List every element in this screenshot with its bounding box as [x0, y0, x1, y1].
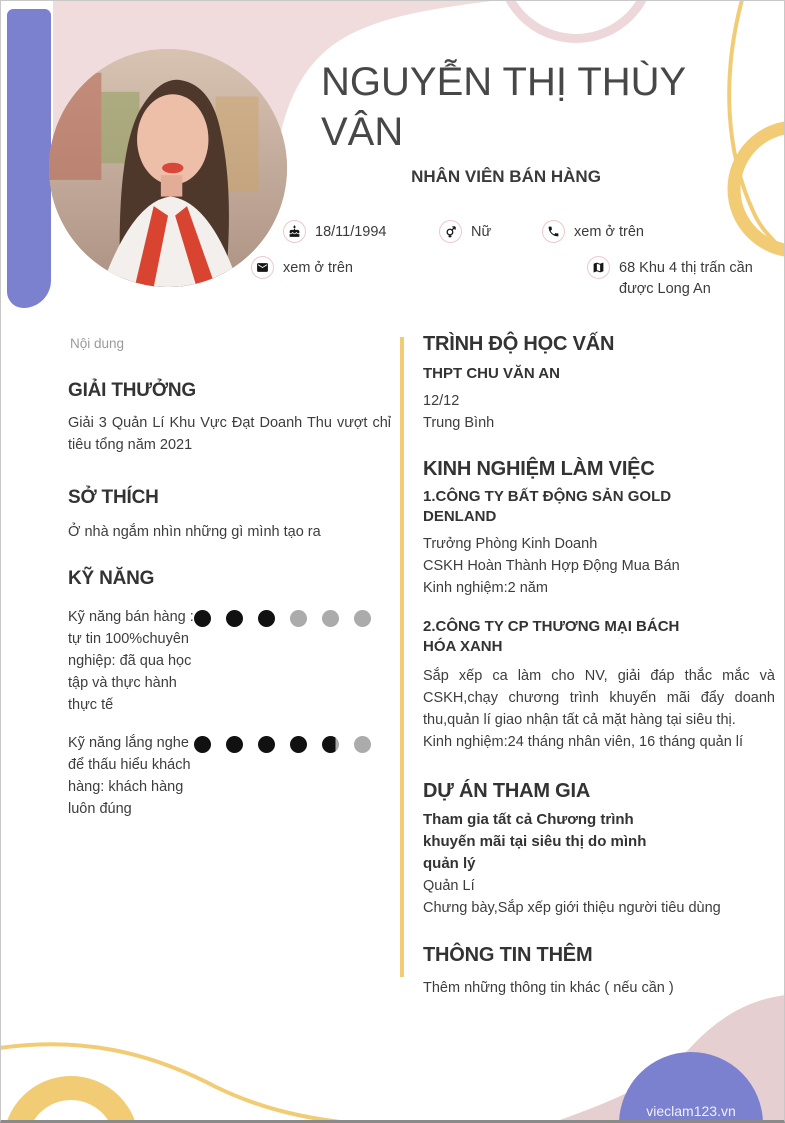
project-name: Tham gia tất cả Chương trình khuyến mãi tại siêu thị do mình quản lý	[423, 811, 647, 872]
skills-heading: KỸ NĂNG	[68, 568, 155, 589]
contact-gender	[439, 220, 491, 243]
additional-text: Thêm những thông tin khác ( nếu cần )	[423, 980, 674, 996]
experience-job1-role: Trưởng Phòng Kinh Doanh	[423, 536, 598, 552]
column-divider	[400, 337, 404, 977]
right-column	[423, 332, 775, 999]
skill-level-dot	[290, 610, 307, 627]
gender-value: Nữ	[471, 224, 492, 240]
skill-level-dot	[322, 610, 339, 627]
experience-job1-duration: Kinh nghiệm:2 năm	[423, 580, 548, 596]
address-value: 68 Khu 4 thị trấn cần được Long An	[619, 260, 753, 297]
phone-value: xem ở trên	[574, 224, 644, 240]
skill-level-dot	[258, 736, 275, 753]
skill-level-dot	[194, 736, 211, 753]
job-title: NHÂN VIÊN BÁN HÀNG	[411, 167, 601, 186]
education-heading: TRÌNH ĐỘ HỌC VẤN	[423, 333, 615, 355]
full-name: NGUYỄN THỊ THÙY VÂN	[321, 60, 686, 154]
yellow-arcs-bottom-left	[1, 1021, 401, 1123]
skill-level-dot	[194, 610, 211, 627]
skill-level-dot	[258, 610, 275, 627]
skill-level-dots	[194, 610, 371, 627]
hobbies-heading: SỞ THÍCH	[68, 487, 159, 508]
envelope-icon	[251, 256, 274, 279]
birthday-value: 18/11/1994	[315, 224, 387, 240]
project-description: Chưng bày,Sắp xếp giới thiệu người tiêu dùng	[423, 900, 721, 916]
gender-icon	[439, 220, 462, 243]
awards-heading: GIẢI THƯỞNG	[68, 380, 196, 401]
left-column	[68, 335, 391, 820]
skill-level-dot	[354, 610, 371, 627]
awards-text: Giải 3 Quản Lí Khu Vực Đạt Doanh Thu vượt chỉ tiêu tổng năm 2021	[68, 415, 391, 453]
profile-photo	[49, 49, 287, 287]
skill-level-dots	[194, 736, 371, 753]
experience-job2-company: 2.CÔNG TY CP THƯƠNG MẠI BÁCH HÓA XANH	[423, 618, 680, 655]
education-school: THPT CHU VĂN AN	[423, 365, 560, 382]
education-classification: Trung Bình	[423, 415, 495, 431]
experience-job1-company: 1.CÔNG TY BẤT ĐỘNG SẢN GOLD DENLAND	[423, 488, 672, 525]
education-grade: 12/12	[423, 393, 460, 409]
watermark: vieclam123.vn	[646, 1103, 736, 1119]
projects-heading: DỰ ÁN THAM GIA	[423, 780, 591, 802]
experience-heading: KINH NGHIỆM LÀM VIỆC	[423, 458, 655, 480]
skill-level-dot	[322, 736, 339, 753]
hobbies-text: Ở nhà ngắm nhìn những gì mình tạo ra	[68, 524, 321, 540]
additional-heading: THÔNG TIN THÊM	[423, 944, 593, 966]
skill-level-dot	[354, 736, 371, 753]
contact-address	[587, 256, 777, 300]
map-icon	[587, 256, 610, 279]
skill-level-dot	[226, 610, 243, 627]
skill-label: Kỹ năng bán hàng : tự tin 100%chuyên nghiệp: đã qua học tập và thực hành thực tế	[68, 609, 194, 713]
skill-item	[68, 732, 391, 820]
phone-icon	[542, 220, 565, 243]
experience-job2-detail: Sắp xếp ca làm cho NV, giải đáp thắc mắc và CSKH,chạy chương trình khuyến mãi đẩy doanh thu,quản lí giao nhận tất cả mặt hàng tại siêu thị.	[423, 668, 775, 728]
contact-email	[251, 256, 353, 279]
skill-level-dot	[226, 736, 243, 753]
experience-job1-detail: CSKH Hoàn Thành Hợp Động Mua Bán	[423, 558, 680, 574]
skill-item	[68, 606, 391, 716]
skill-level-dot	[290, 736, 307, 753]
cake-icon	[283, 220, 306, 243]
project-role: Quản Lí	[423, 878, 475, 894]
contact-birthday	[283, 220, 387, 243]
contact-phone	[542, 220, 644, 243]
content-label: Nội dung	[70, 336, 125, 351]
skill-label: Kỹ năng lắng nghe để thấu hiểu khách hàng: khách hàng luôn đúng	[68, 735, 191, 817]
experience-job2-duration: Kinh nghiệm:24 tháng nhân viên, 16 tháng quản lí	[423, 734, 744, 750]
email-value: xem ở trên	[283, 260, 353, 276]
